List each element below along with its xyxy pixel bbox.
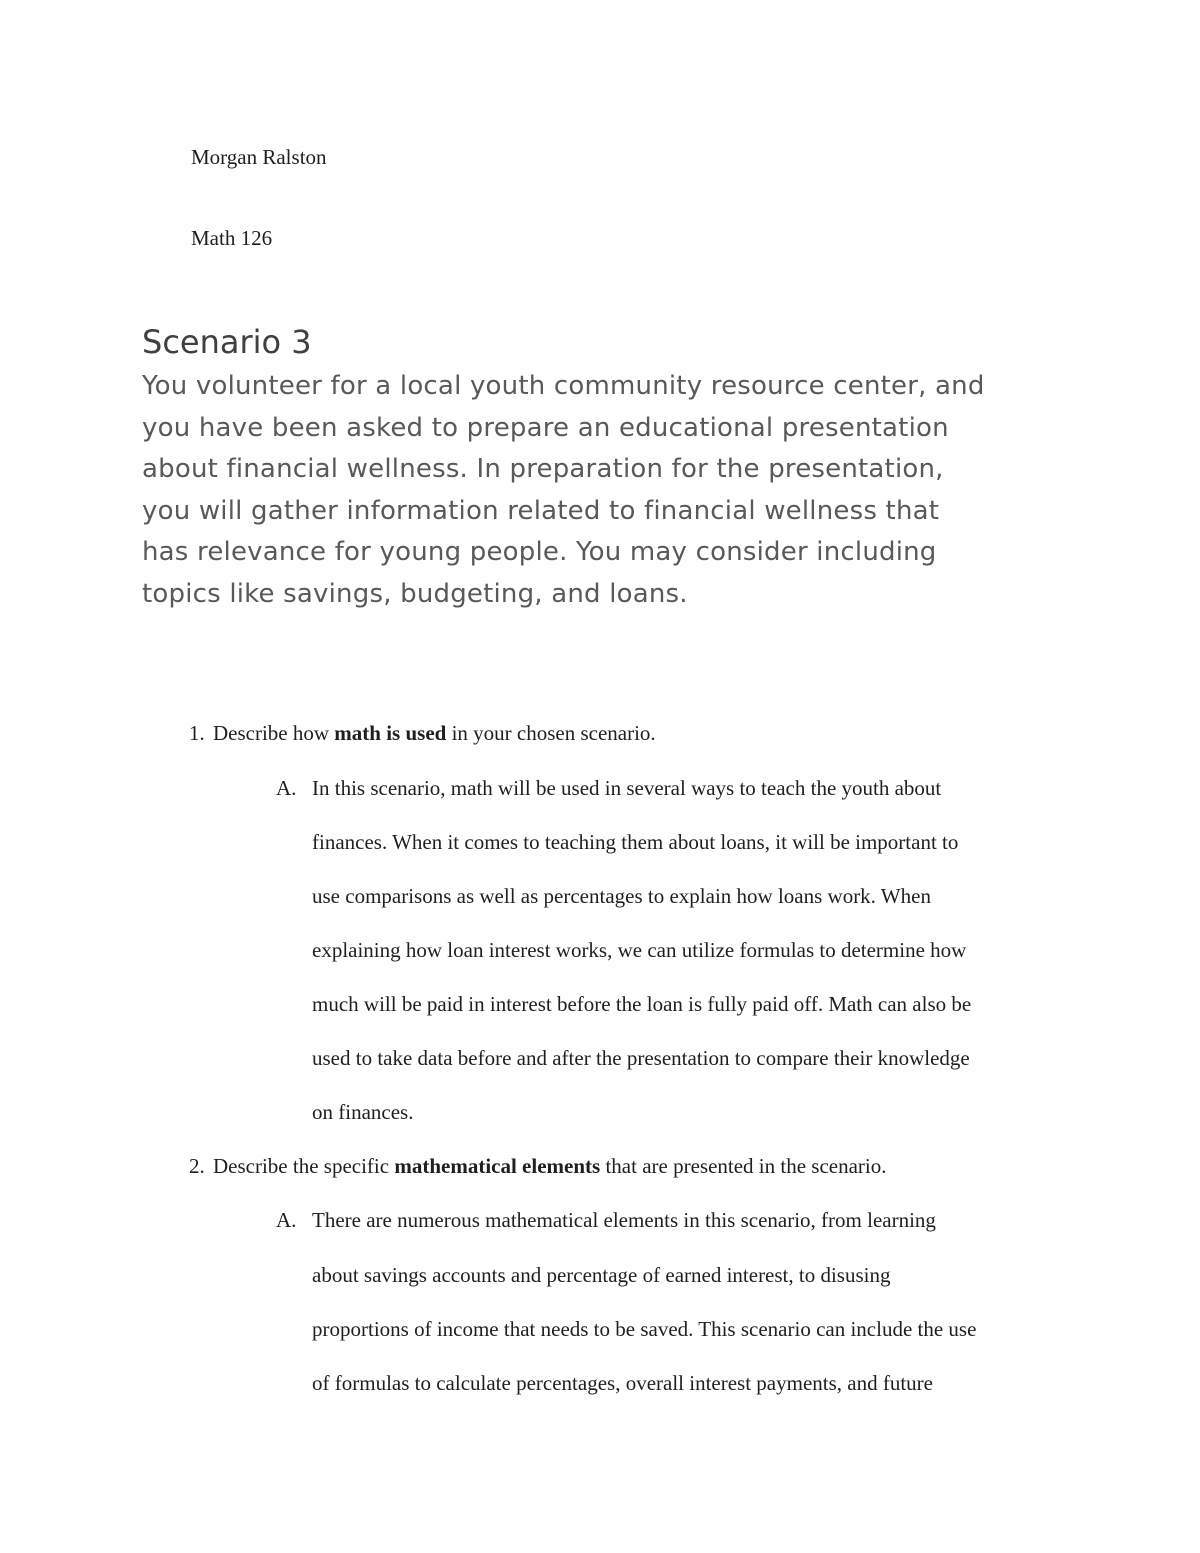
question-suffix: in your chosen scenario.	[446, 721, 656, 745]
question-number: 1.	[189, 721, 205, 745]
scenario-line: about financial wellness. In preparation for the presentation,	[142, 454, 944, 484]
answer-1-letter: A.	[276, 776, 297, 800]
answer-2-line: about savings accounts and percentage of earned interest, to disusing	[312, 1263, 891, 1287]
answer-2-line: of formulas to calculate percentages, overall interest payments, and future	[312, 1371, 933, 1395]
answer-1-line: explaining how loan interest works, we can utilize formulas to determine how	[312, 938, 967, 962]
question-prefix: Describe the specific	[213, 1154, 395, 1178]
question-number: 2.	[189, 1154, 205, 1178]
scenario-line: You volunteer for a local youth community resource center, and	[142, 371, 985, 401]
question-bold-term: math is used	[334, 721, 447, 745]
question-bold-term: mathematical elements	[394, 1154, 601, 1178]
scenario-line: has relevance for young people. You may consider including	[142, 537, 937, 567]
scenario-description	[142, 366, 1082, 615]
question-2	[189, 1153, 887, 1179]
answer-1-line: finances. When it comes to teaching them about loans, it will be important to	[312, 830, 959, 854]
scenario-line: you have been asked to prepare an educational presentation	[142, 412, 949, 443]
question-prefix: Describe how	[213, 721, 335, 745]
answer-1-line: used to take data before and after the presentation to compare their knowledge	[312, 1046, 970, 1070]
scenario-line: you will gather information related to financial wellness that	[142, 495, 940, 526]
question-1	[189, 720, 656, 746]
scenario-title: Scenario 3	[142, 323, 312, 361]
question-suffix: that are presented in the scenario.	[600, 1154, 887, 1178]
answer-1-line: use comparisons as well as percentages to explain how loans work. When	[312, 884, 931, 908]
answer-1-line: much will be paid in interest before the loan is fully paid off. Math can also be	[312, 992, 972, 1016]
answer-2-letter: A.	[276, 1208, 297, 1232]
scenario-line: topics like savings, budgeting, and loans.	[142, 578, 688, 609]
answer-2-line: There are numerous mathematical elements in this scenario, from learning	[312, 1208, 936, 1232]
answer-1-line: In this scenario, math will be used in several ways to teach the youth about	[312, 776, 942, 800]
author-name: Morgan Ralston	[191, 145, 327, 169]
answer-2-line: proportions of income that needs to be saved. This scenario can include the use	[312, 1317, 977, 1341]
course-name: Math 126	[191, 226, 273, 250]
answer-1-line: on finances.	[312, 1100, 414, 1124]
